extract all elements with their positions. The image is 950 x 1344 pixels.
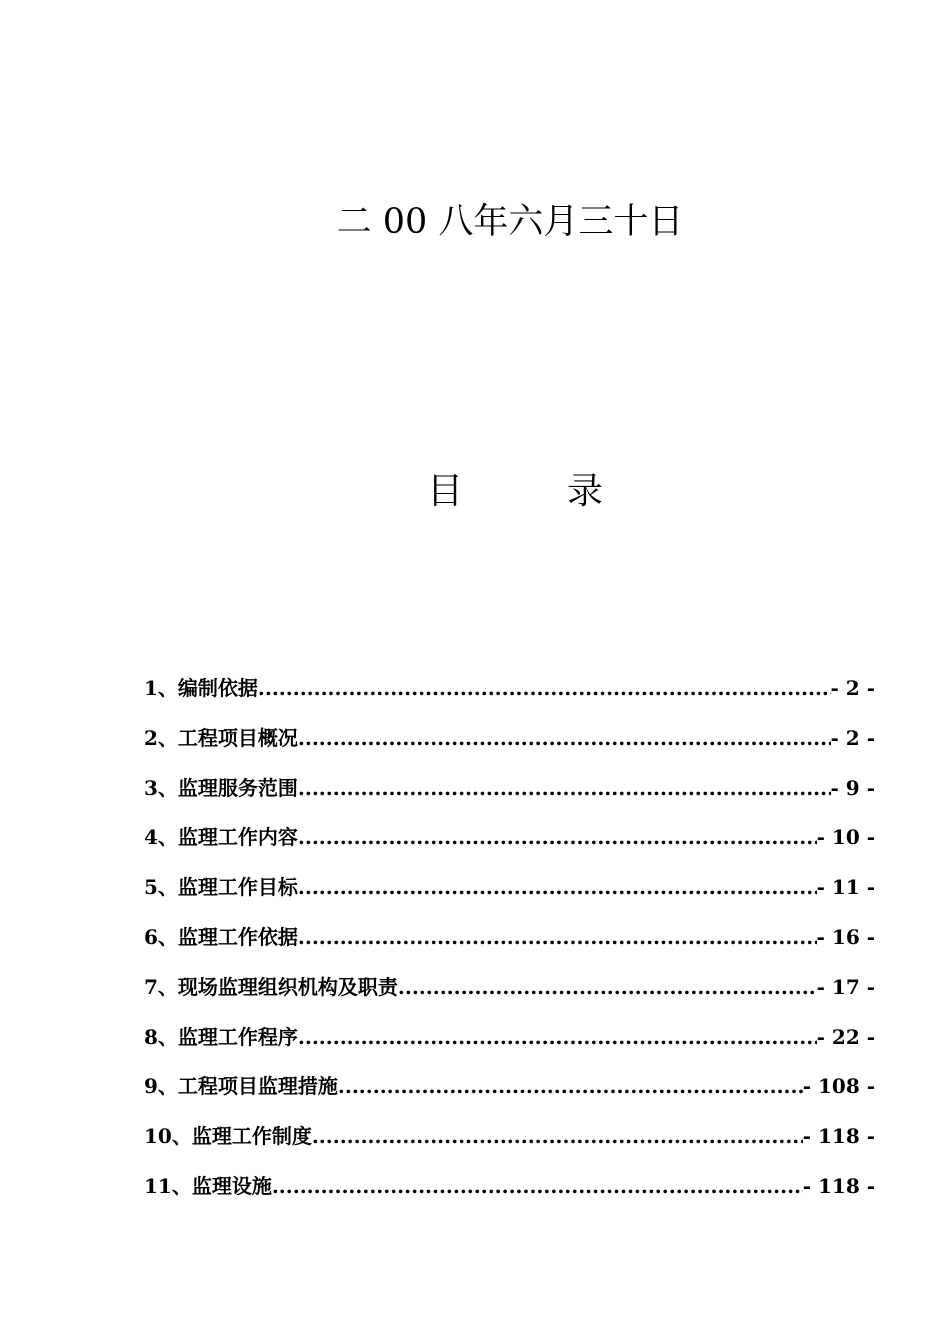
toc-title-char-1: 目 bbox=[427, 471, 464, 512]
toc-entry-page: - 9 - bbox=[830, 775, 875, 800]
toc-entry[interactable] bbox=[144, 1120, 875, 1170]
toc-entry-page: - 108 - bbox=[802, 1074, 875, 1099]
toc-entry-page: - 16 - bbox=[816, 924, 875, 949]
toc-entry-label: 1、编制依据 bbox=[144, 676, 258, 700]
toc-entry-page: - 11 - bbox=[816, 875, 875, 900]
toc-entry-label: 10、监理工作制度 bbox=[144, 1124, 312, 1149]
toc-leader-dots bbox=[298, 925, 817, 949]
toc-entry-label: 4、监理工作内容 bbox=[144, 825, 298, 850]
toc-entry[interactable] bbox=[144, 1170, 875, 1220]
toc-entry[interactable] bbox=[144, 1021, 875, 1071]
toc-entry-label: 5、监理工作目标 bbox=[144, 875, 298, 900]
toc-leader-dots bbox=[298, 776, 831, 800]
toc-entry[interactable] bbox=[144, 722, 875, 772]
toc-entry[interactable] bbox=[144, 672, 875, 722]
toc-title-char-2: 录 bbox=[566, 471, 603, 512]
toc-entry-page: - 22 - bbox=[816, 1024, 875, 1049]
toc-entry-label: 8、监理工作程序 bbox=[144, 1024, 298, 1049]
toc-title bbox=[427, 466, 603, 518]
toc-leader-dots bbox=[338, 1074, 803, 1098]
toc-entry-label: 9、工程项目监理措施 bbox=[144, 1074, 338, 1099]
toc-leader-dots bbox=[298, 875, 817, 899]
toc-entry-label: 3、监理服务范围 bbox=[144, 775, 298, 800]
toc-entry[interactable] bbox=[144, 871, 875, 921]
toc-entry-label: 7、现场监理组织机构及职责 bbox=[144, 974, 398, 999]
toc-entry-label: 2、工程项目概况 bbox=[144, 725, 298, 750]
toc-leader-dots bbox=[258, 676, 831, 700]
toc-entry[interactable] bbox=[144, 821, 875, 871]
toc-entry-label: 6、监理工作依据 bbox=[144, 924, 298, 949]
toc-entry[interactable] bbox=[144, 971, 875, 1021]
toc-leader-dots bbox=[312, 1124, 803, 1148]
toc-entry[interactable] bbox=[144, 921, 875, 971]
toc-entry-page: - 2 - bbox=[830, 676, 875, 700]
toc-entry-page: - 118 - bbox=[802, 1124, 875, 1149]
cover-date: 二 00 八年六月三十日 bbox=[336, 202, 684, 242]
toc-entry-page: - 2 - bbox=[830, 725, 875, 750]
toc-entry-page: - 10 - bbox=[816, 825, 875, 850]
toc-leader-dots bbox=[298, 1025, 817, 1049]
toc-entry-page: - 17 - bbox=[816, 974, 875, 999]
toc-leader-dots bbox=[298, 825, 817, 849]
toc-entry-page: - 118 - bbox=[802, 1173, 875, 1198]
toc-leader-dots bbox=[272, 1174, 803, 1198]
toc-leader-dots bbox=[298, 726, 831, 750]
toc-entry-label: 11、监理设施 bbox=[144, 1173, 272, 1198]
toc-entry[interactable] bbox=[144, 1070, 875, 1120]
toc-leader-dots bbox=[398, 975, 817, 999]
toc-list bbox=[144, 672, 875, 1220]
toc-entry[interactable] bbox=[144, 772, 875, 822]
